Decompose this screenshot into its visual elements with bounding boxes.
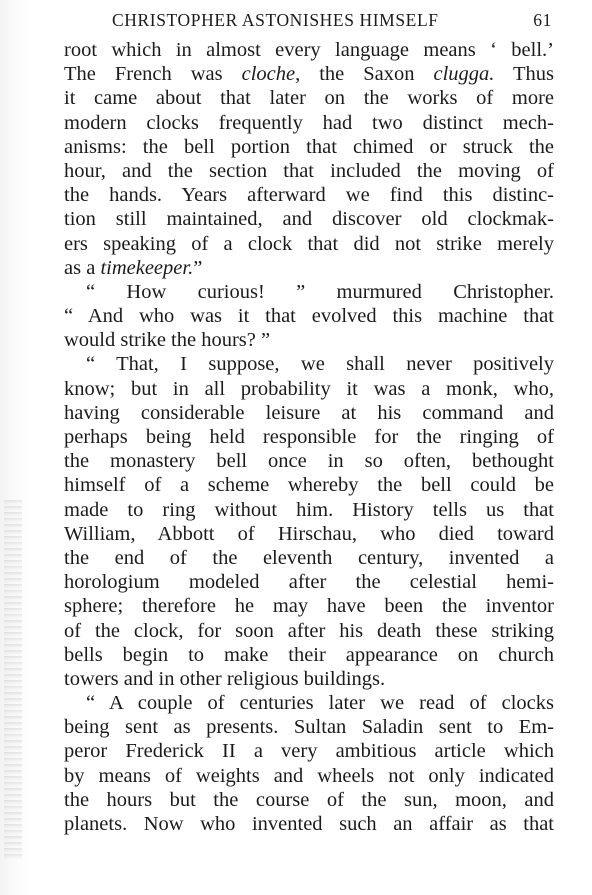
text-span: the hands. Years afterward we find this distinc- (64, 184, 554, 207)
text-span: anisms: the bell portion that chimed or struck the (64, 135, 554, 158)
italic-span: timekeeper. (100, 256, 194, 279)
text-line (64, 183, 554, 207)
text-span: perhaps being held responsible for the ringing of (64, 426, 554, 448)
text-span: himself of a scheme whereby the bell could be (64, 474, 554, 497)
text-span: sphere; therefore he may have been the inventor (64, 595, 554, 618)
text-line (64, 425, 554, 449)
text-span: towers and in other religious buildings. (64, 667, 386, 690)
text-line (64, 280, 554, 304)
text-span: “ How curious! ” murmured Christopher. (86, 280, 554, 303)
text-span: having considerable leisure at his command and (64, 401, 554, 424)
text-line (64, 38, 554, 62)
text-line (64, 522, 554, 546)
text-span: the Saxon (300, 63, 434, 86)
text-span: bells begin to make their appearance on church (64, 643, 554, 666)
text-span: William, Abbott of Hirschau, who died toward (64, 522, 554, 545)
text-line (64, 594, 554, 618)
text-span: “ A couple of centuries later we read of clocks (86, 692, 554, 715)
text-line (64, 449, 554, 473)
text-line (64, 401, 554, 425)
text-span: Thus (494, 63, 554, 86)
text-span: The French was (64, 63, 242, 86)
text-line (64, 812, 554, 836)
text-span: root which in almost every language means ‘ bell.’ (64, 39, 554, 61)
text-span: “ That, I suppose, we shall never positively (86, 353, 554, 376)
text-span: planets. Now who invented such an affair as that (64, 813, 554, 835)
text-line (64, 570, 554, 594)
text-line (64, 62, 554, 86)
text-span: peror Frederick II a very ambitious article which (64, 740, 554, 763)
text-line (64, 691, 554, 715)
text-span: the end of the eleventh century, invented a (64, 546, 554, 569)
text-line (64, 352, 554, 376)
text-line (64, 473, 554, 497)
running-head (64, 10, 554, 36)
text-span: the monastery bell once in so often, bethought (64, 450, 554, 473)
text-span: ers speaking of a clock that did not strike merely (64, 232, 554, 255)
text-line (64, 643, 554, 667)
text-line (64, 256, 554, 280)
text-line (64, 715, 554, 739)
text-span: it came about that later on the works of more (64, 87, 554, 110)
text-line (64, 135, 554, 159)
text-span: hour, and the section that included the moving of (64, 159, 554, 182)
text-span: “ And who was it that evolved this machine that (64, 305, 554, 328)
text-line (64, 498, 554, 522)
text-line (64, 764, 554, 788)
text-line (64, 377, 554, 401)
binding-texture (4, 500, 22, 860)
text-span: of the clock, for soon after his death these striking (64, 619, 554, 642)
text-span: as a (64, 256, 101, 279)
text-line (64, 667, 554, 691)
text-span: would strike the hours? ” (64, 329, 271, 352)
text-span: being sent as presents. Sultan Saladin sent to Em- (64, 716, 554, 739)
text-span: by means of weights and wheels not only indicated (64, 764, 554, 787)
text-span: made to ring without him. History tells us that (64, 498, 554, 521)
text-line (64, 619, 554, 643)
text-span: modern clocks frequently had two distinct mech- (64, 111, 554, 134)
text-line (64, 739, 554, 763)
text-line (64, 304, 554, 328)
italic-span: cloche, (241, 63, 301, 86)
text-span: ” (193, 256, 203, 279)
text-line (64, 207, 554, 231)
text-line (64, 546, 554, 570)
text-line (64, 232, 554, 256)
text-span: horologium modeled after the celestial hemi- (64, 571, 554, 594)
text-line (64, 159, 554, 183)
text-line (64, 788, 554, 812)
body-text (64, 38, 554, 836)
text-line (64, 86, 554, 110)
text-span: tion still maintained, and discover old clockmak- (64, 208, 554, 231)
text-line (64, 328, 554, 352)
running-head-title: CHRISTOPHER ASTONISHES HIMSELF (112, 10, 439, 30)
text-span: know; but in all probability it was a monk, who, (64, 377, 554, 400)
page-number: 61 (533, 10, 552, 30)
italic-span: clugga. (433, 63, 495, 86)
text-line (64, 111, 554, 135)
text-span: the hours but the course of the sun, moon, and (64, 788, 554, 811)
